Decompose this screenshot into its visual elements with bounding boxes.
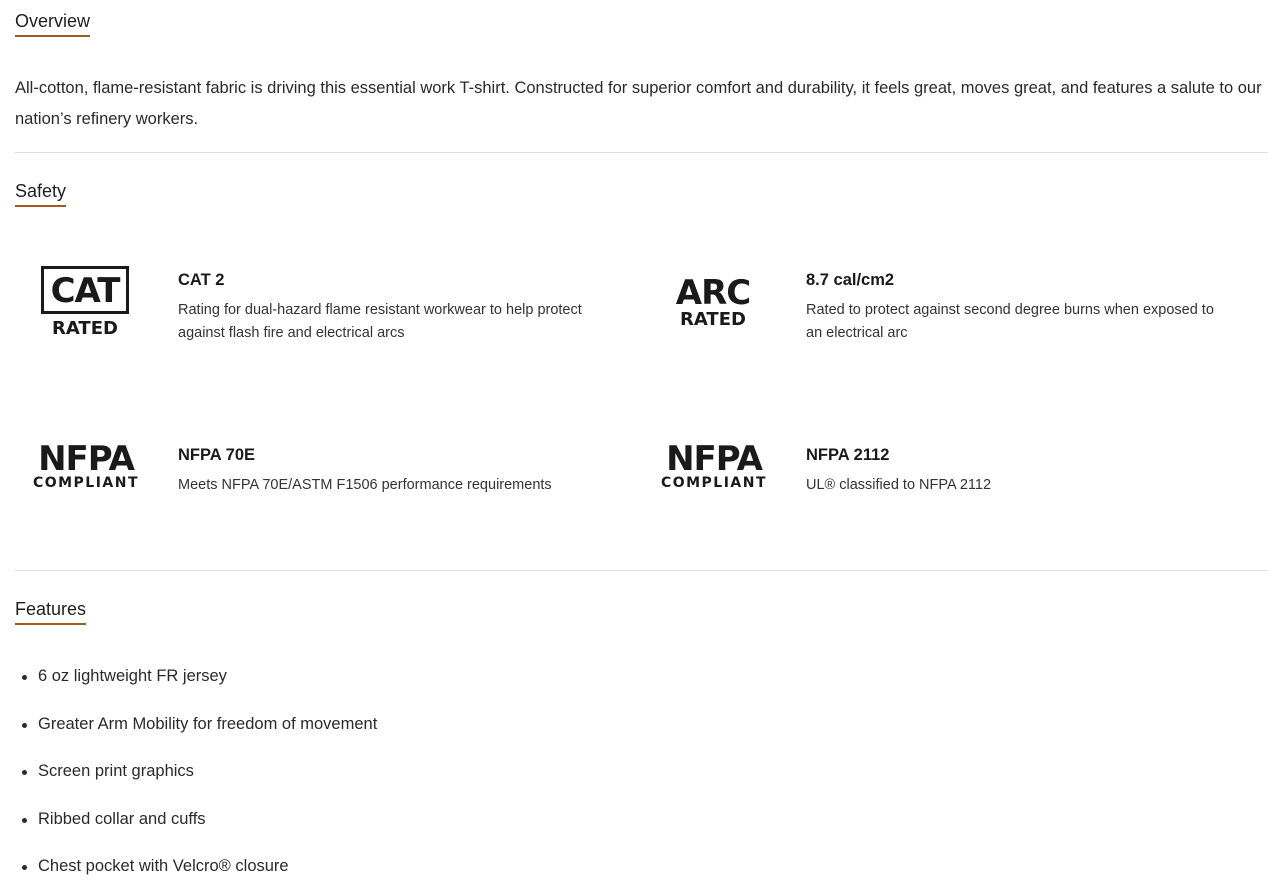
safety-item-nfpa2112	[658, 439, 1218, 544]
features-heading: Features	[15, 598, 86, 625]
nfpa-compliant-logo-icon	[658, 439, 778, 534]
cat-logo-sub: RATED	[52, 318, 118, 339]
list-item: Screen print graphics	[38, 758, 377, 806]
list-item: Chest pocket with Velcro® closure	[38, 853, 377, 887]
nfpa-logo-text: NFPA	[38, 439, 134, 479]
nfpa-compliant-logo-icon	[30, 439, 150, 534]
divider	[15, 570, 1268, 571]
nfpa-logo-sub: COMPLIANT	[660, 475, 768, 491]
nfpa-logo-sub: COMPLIANT	[32, 475, 140, 491]
safety-title: CAT 2	[178, 271, 225, 289]
safety-title: 8.7 cal/cm2	[806, 271, 895, 289]
safety-item-cat2	[30, 269, 590, 369]
safety-title: NFPA 70E	[178, 446, 256, 464]
nfpa-logo-text: NFPA	[666, 439, 762, 479]
overview-text: All-cotton, flame-resistant fabric is driving this essential work T-shirt. Constructed for superior comfort and durability, it feels great, moves great, and features a salute to our nation’s refinery workers.	[15, 79, 1262, 128]
safety-title: NFPA 2112	[806, 446, 890, 464]
list-item: Greater Arm Mobility for freedom of movement	[38, 711, 377, 759]
arc-logo-sub: RATED	[680, 309, 746, 330]
safety-item-nfpa70e	[30, 439, 590, 544]
cat-rated-logo-icon	[30, 269, 150, 359]
features-list	[38, 663, 377, 887]
safety-description: Meets NFPA 70E/ASTM F1506 performance requirements	[178, 477, 552, 493]
safety-item-arc	[658, 269, 1218, 369]
overview-heading: Overview	[15, 10, 90, 37]
safety-description: Rating for dual-hazard flame resistant workwear to help protect against flash fire and electrical arcs	[178, 302, 582, 341]
list-item: Ribbed collar and cuffs	[38, 806, 377, 854]
safety-description: Rated to protect against second degree burns when exposed to an electrical arc	[806, 302, 1214, 341]
list-item: 6 oz lightweight FR jersey	[38, 663, 377, 711]
cat-logo-text: CAT	[41, 266, 129, 314]
divider	[15, 152, 1268, 153]
arc-rated-logo-icon	[658, 269, 778, 359]
arc-logo-text: ARC	[675, 273, 751, 313]
safety-description: UL® classified to NFPA 2112	[806, 477, 992, 493]
safety-heading: Safety	[15, 180, 66, 207]
